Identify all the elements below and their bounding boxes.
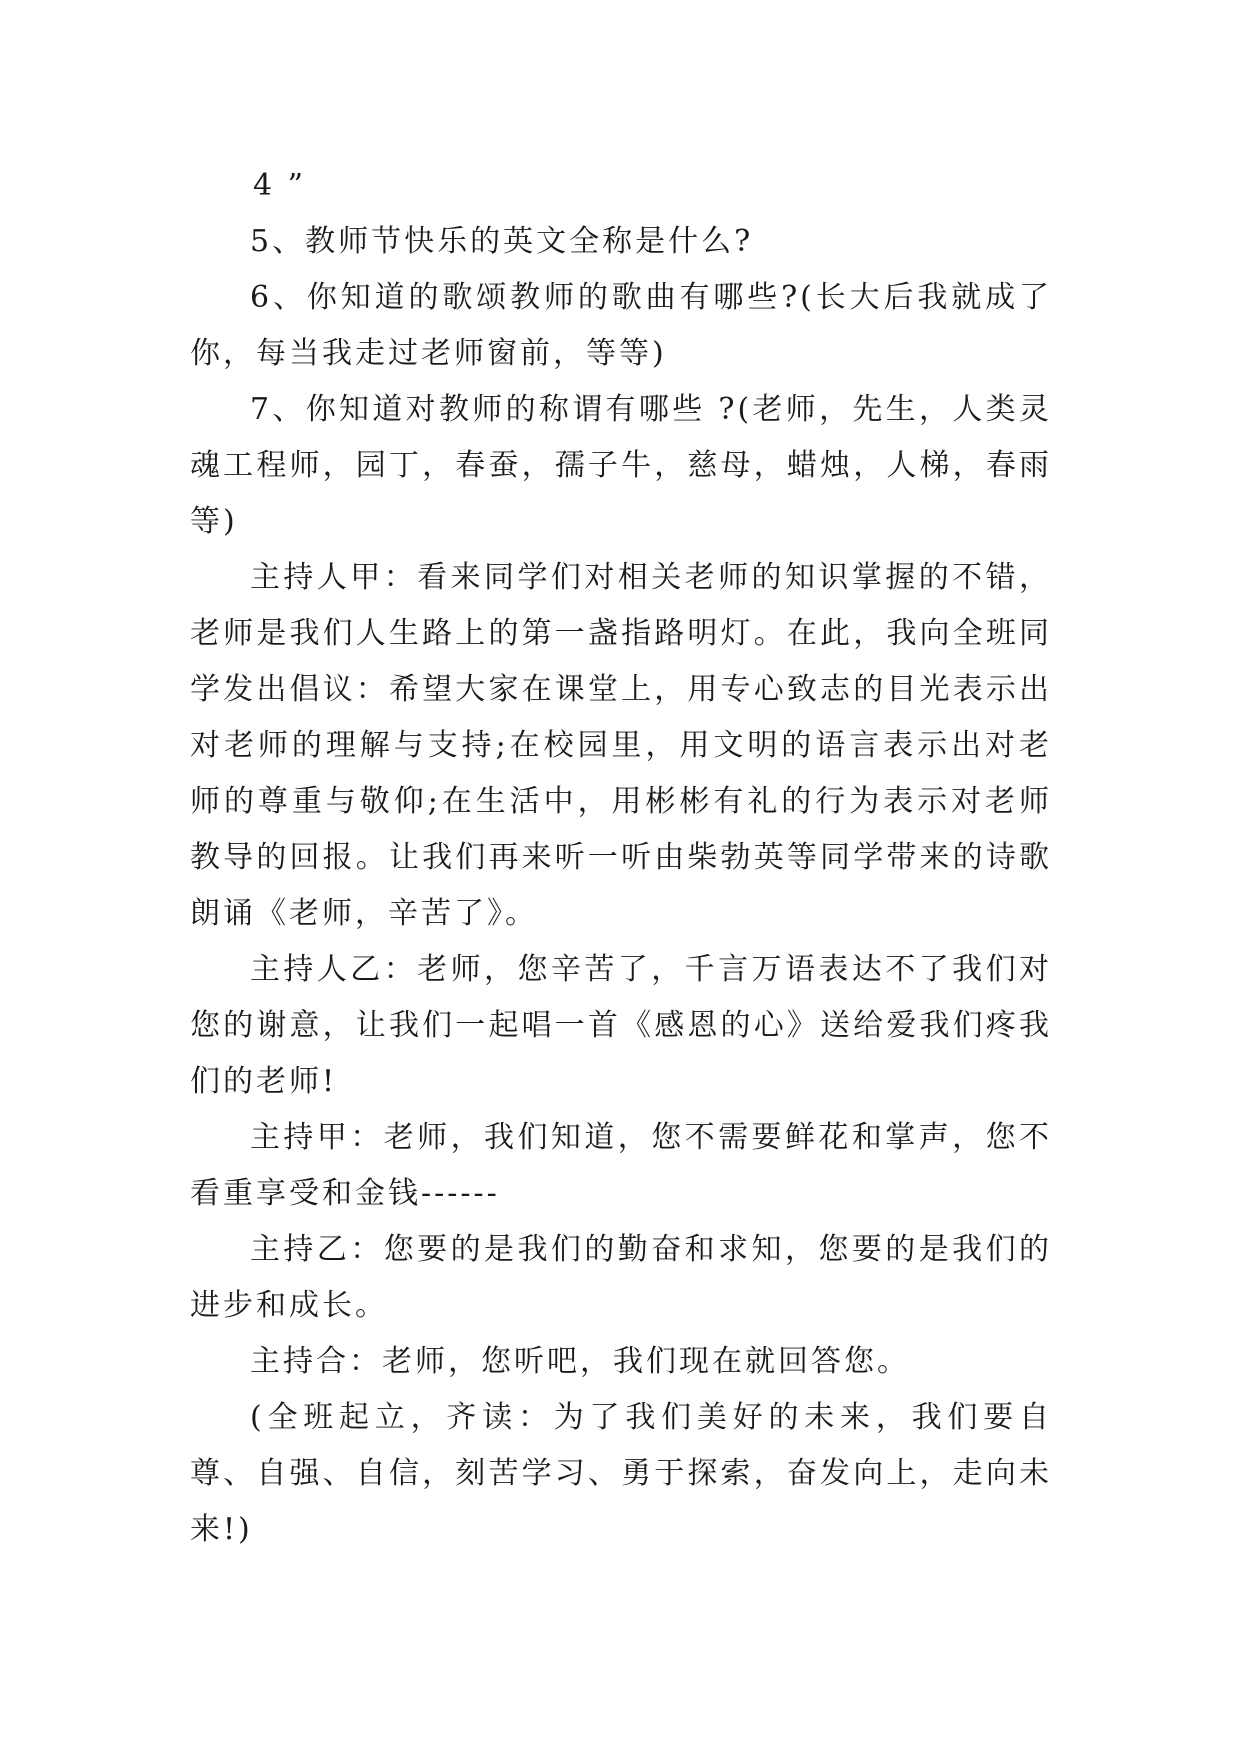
paragraph-question-6: 6、你知道的歌颂教师的歌曲有哪些?(长大后我就成了你，每当我走过老师窗前，等等) <box>190 280 1052 371</box>
document-body <box>190 158 1052 1558</box>
paragraph-item-4-quote: 4 ” <box>253 168 306 203</box>
paragraph-question-7: 7、你知道对教师的称谓有哪些 ?(老师，先生，人类灵魂工程师，园丁，春蚕，孺子牛，慈母，蜡烛，人梯，春雨等) <box>190 392 1052 539</box>
paragraph-host-b-line: 主持乙：您要的是我们的勤奋和求知，您要的是我们的进步和成长。 <box>190 1232 1052 1323</box>
paragraph-question-5: 5、教师节快乐的英文全称是什么? <box>250 224 754 259</box>
paragraph-class-reading: (全班起立，齐读：为了我们美好的未来，我们要自尊、自强、自信，刻苦学习、勇于探索，奋发向上，走向未来!) <box>190 1400 1052 1547</box>
paragraph-host-a-line: 主持甲：老师，我们知道，您不需要鲜花和掌声，您不看重享受和金钱------ <box>190 1120 1052 1211</box>
paragraph-host-b-speech: 主持人乙：老师，您辛苦了，千言万语表达不了我们对您的谢意，让我们一起唱一首《感恩的心》送给爱我们疼我们的老师! <box>190 952 1052 1099</box>
paragraph-host-a-speech: 主持人甲：看来同学们对相关老师的知识掌握的不错，老师是我们人生路上的第一盏指路明灯。在此，我向全班同学发出倡议：希望大家在课堂上，用专心致志的目光表示出对老师的理解与支持;在校园里，用文明的语言表示出对老师的尊重与敬仰;在生活中，用彬彬有礼的行为表示对老师教导的回报。让我们再来听一听由柴勃英等同学带来的诗歌朗诵《老师，辛苦了》。 <box>190 560 1052 931</box>
paragraph-hosts-together: 主持合：老师，您听吧，我们现在就回答您。 <box>250 1344 910 1379</box>
